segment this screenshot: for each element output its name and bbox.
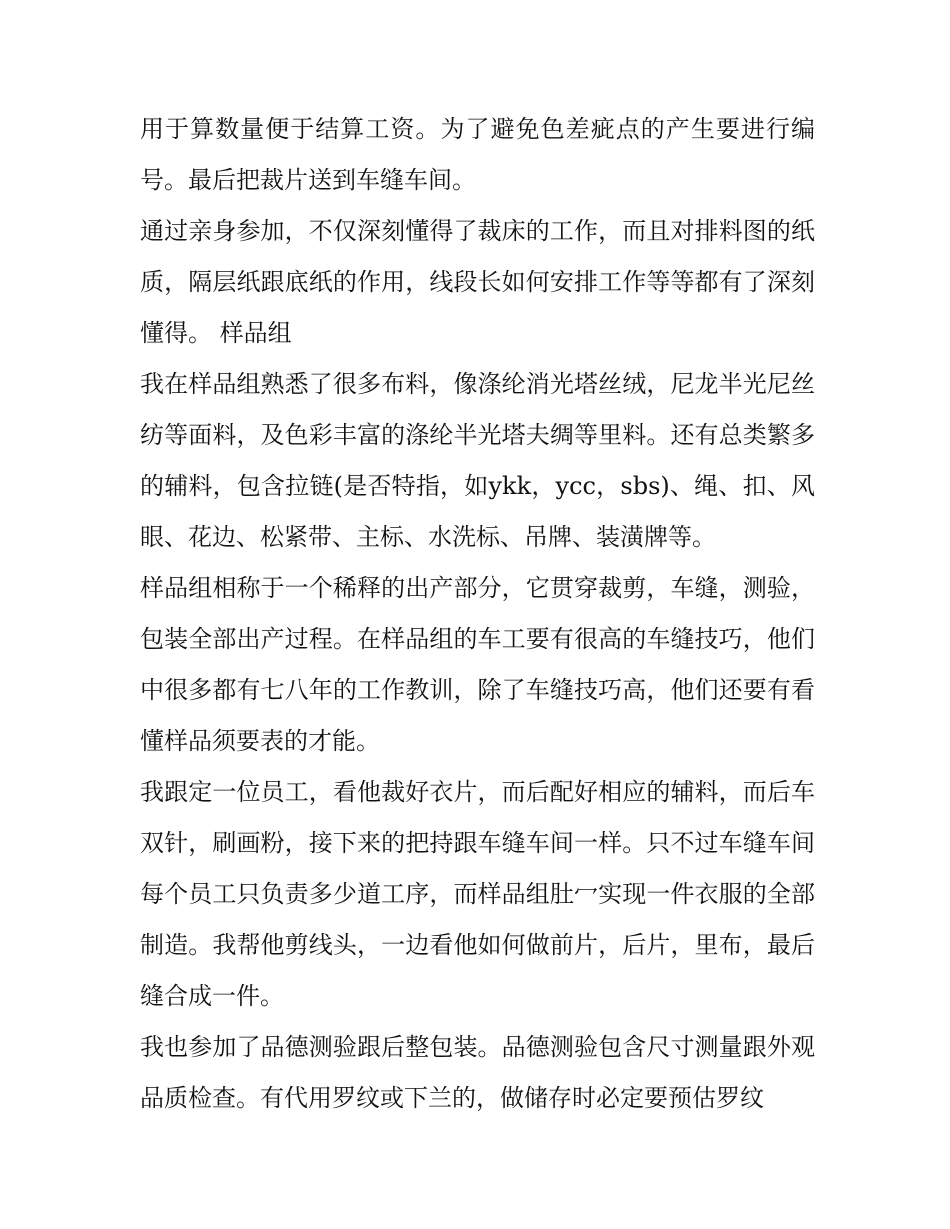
paragraph-5: 我跟定一位员工，看他裁好衣片，而后配好相应的辅料，而后车双针，刷画粉，接下来的把持跟车缝车间一样。只不过车缝车间每个员工只负责多少道工序，而样品组肚冖实现一件衣服的全部制造。我帮他剪线头，一边看他如何做前片，后片，里布，最后缝合成一件。 (140, 778, 815, 1010)
document-body (140, 104, 815, 1124)
paragraph-3: 我在样品组熟悉了很多布料，像涤纶消光塔丝绒，尼龙半光尼丝纺等面料，及色彩丰富的涤纶半光塔夫绸等里料。还有总类繁多的辅料，包含拉链(是否特指，如ykk，ycc，sbs)、绳、扣、风眼、花边、松紧带、主标、水洗标、吊牌、装潢牌等。 (140, 370, 815, 551)
paragraph-2: 通过亲身参加，不仅深刻懂得了裁床的工作，而且对排料图的纸质，隔层纸跟底纸的作用，线段长如何安排工作等等都有了深刻懂得。 样品组 (140, 217, 815, 347)
paragraph-4: 样品组相称于一个稀释的出产部分，它贯穿裁剪，车缝，测验，包装全部出产过程。在样品组的车工要有很高的车缝技巧，他们中很多都有七八年的工作教训，除了车缝技巧高，他们还要有看懂样品须要表的才能。 (140, 574, 815, 755)
paragraph-6: 我也参加了品德测验跟后整包装。品德测验包含尺寸测量跟外观品质检查。有代用罗纹或下兰的，做储存时必定要预估罗纹 (140, 1033, 815, 1112)
paragraph-1: 用于算数量便于结算工资。为了避免色差疵点的产生要进行编号。最后把裁片送到车缝车间。 (140, 115, 815, 194)
